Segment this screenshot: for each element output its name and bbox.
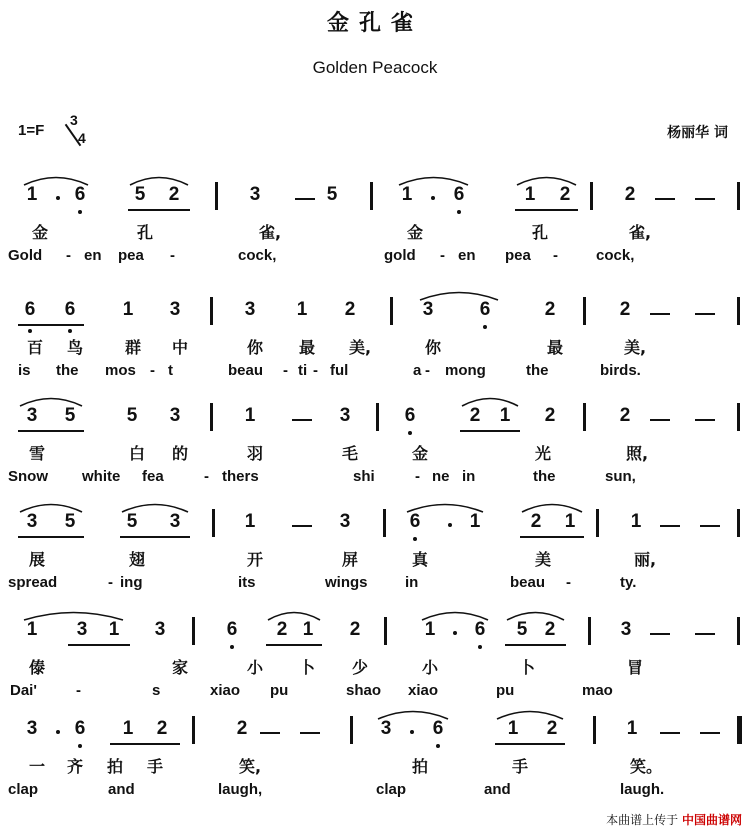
- lyric-en: en: [84, 247, 102, 264]
- lyric-cn: 金: [411, 444, 428, 463]
- lyric-en: ne: [432, 468, 450, 485]
- lyric-en: Snow: [8, 468, 48, 485]
- note-r4-1: 5: [64, 511, 76, 532]
- barline: [350, 716, 353, 744]
- time-sig-bottom: 4: [78, 130, 86, 146]
- lyric-en: -: [204, 468, 209, 485]
- lyric-cn: 少: [351, 658, 368, 677]
- note-r1-5: 3: [249, 184, 261, 205]
- note-r6-11: 1: [507, 718, 519, 739]
- lyric-cn: 光: [534, 444, 551, 463]
- barline: [590, 182, 593, 210]
- note-r4-4: 1: [244, 511, 256, 532]
- sustain-dash: [295, 198, 315, 200]
- note-r6-5: 2: [236, 718, 248, 739]
- lyric-en: -: [170, 247, 175, 264]
- note-r1-0: 1: [26, 184, 38, 205]
- note-r6-12: 2: [546, 718, 558, 739]
- barline: [737, 403, 740, 431]
- score-row-2: [0, 297, 750, 397]
- augmentation-dot: [56, 196, 60, 200]
- lyric-en: white: [82, 468, 121, 485]
- lyric-en: clap: [8, 781, 39, 798]
- lyric-en: -: [566, 574, 571, 591]
- lyric-en: shao: [346, 682, 382, 699]
- lyric-cn: 开: [246, 550, 263, 569]
- lyric-cn: 雀,: [628, 223, 652, 242]
- lyric-en: the: [56, 362, 79, 379]
- sustain-dash: [695, 633, 715, 635]
- beam-underline: [18, 536, 84, 538]
- augmentation-dot: [448, 523, 452, 527]
- lyric-en: -: [553, 247, 558, 264]
- lyric-en: in: [405, 574, 419, 591]
- lyric-cn: 翅: [128, 550, 145, 569]
- note-r5-1: 3: [76, 619, 88, 640]
- sustain-dash: [660, 525, 680, 527]
- lyric-cn: 群: [124, 338, 141, 357]
- note-r5-12: 2: [544, 619, 556, 640]
- slur-arc: [22, 609, 125, 621]
- note-r3-4: 1: [244, 405, 256, 426]
- note-r3-11: 2: [619, 405, 631, 426]
- lyric-cn: 笑,: [238, 757, 262, 776]
- lyric-en: cock,: [238, 247, 277, 264]
- lyric-cn: 真: [411, 550, 428, 569]
- lyric-cn: 手: [146, 757, 163, 776]
- lyric-en: spread: [8, 574, 58, 591]
- sustain-dash: [695, 313, 715, 315]
- slur-arc: [418, 289, 500, 301]
- octave-dot-below: [457, 210, 461, 214]
- lyric-en: pea: [118, 247, 144, 264]
- beam-underline: [110, 743, 180, 745]
- lyric-cn: 齐: [66, 757, 83, 776]
- note-r4-9: 1: [469, 511, 481, 532]
- lyric-en: birds.: [600, 362, 641, 379]
- score-row-5: [0, 617, 750, 717]
- lyric-en: -: [283, 362, 288, 379]
- barline: [370, 182, 373, 210]
- lyric-cn: 毛: [341, 444, 358, 463]
- barline: [215, 182, 218, 210]
- lyric-en: Dai': [10, 682, 37, 699]
- octave-dot-below: [436, 744, 440, 748]
- lyric-cn: 的: [171, 444, 188, 463]
- note-r3-0: 3: [26, 405, 38, 426]
- lyric-en: the: [526, 362, 549, 379]
- octave-dot-below: [68, 329, 72, 333]
- note-r3-8: 2: [469, 405, 481, 426]
- sustain-dash: [700, 732, 720, 734]
- note-r2-4: 3: [244, 299, 256, 320]
- note-r4-2: 5: [126, 511, 138, 532]
- beam-underline: [515, 209, 578, 211]
- note-r3-9: 1: [499, 405, 511, 426]
- barline: [210, 403, 213, 431]
- lyric-en: gold: [384, 247, 416, 264]
- lyric-cn: 美: [534, 550, 551, 569]
- lyric-cn: 百: [26, 338, 43, 357]
- lyric-cn: 笑。: [630, 757, 663, 776]
- lyric-en: ty.: [620, 574, 637, 591]
- lyric-en: is: [18, 362, 31, 379]
- barline: [583, 403, 586, 431]
- note-r6-4: 2: [156, 718, 168, 739]
- lyric-cn: 金: [31, 223, 48, 242]
- note-r1-12: 2: [559, 184, 571, 205]
- beam-underline: [18, 324, 84, 326]
- lyric-en: pea: [505, 247, 531, 264]
- octave-dot-below: [413, 537, 417, 541]
- barline: [593, 716, 596, 744]
- note-r5-8: 1: [424, 619, 436, 640]
- slur-arc: [515, 174, 578, 186]
- lyric-cn: 雀,: [258, 223, 282, 242]
- note-r4-7: 6: [409, 511, 421, 532]
- lyric-en: -: [108, 574, 113, 591]
- sustain-dash: [650, 419, 670, 421]
- note-r2-2: 1: [122, 299, 134, 320]
- lyric-en: the: [533, 468, 556, 485]
- note-r6-10: 6: [432, 718, 444, 739]
- score-row-1: [0, 182, 750, 282]
- lyric-en: in: [462, 468, 476, 485]
- note-r6-2: 6: [74, 718, 86, 739]
- note-r5-13: 3: [620, 619, 632, 640]
- barline: [737, 297, 740, 325]
- lyric-en: beau: [510, 574, 546, 591]
- barline: [737, 182, 740, 210]
- lyric-en: laugh,: [218, 781, 263, 798]
- lyric-cn: 羽: [246, 444, 263, 463]
- score-row-6: [0, 716, 750, 816]
- slur-arc: [18, 395, 84, 407]
- footer: [606, 811, 742, 828]
- note-r2-8: 6: [479, 299, 491, 320]
- lyric-cn: 手: [511, 757, 528, 776]
- sustain-dash: [655, 198, 675, 200]
- barline: [376, 403, 379, 431]
- score-row-3: [0, 403, 750, 503]
- slur-arc: [128, 174, 190, 186]
- note-r4-12: 1: [630, 511, 642, 532]
- lyricist: 杨丽华 词: [667, 125, 728, 141]
- note-r6-0: 3: [26, 718, 38, 739]
- note-r2-1: 6: [64, 299, 76, 320]
- beam-underline: [520, 536, 584, 538]
- lyric-en: Gold: [8, 247, 43, 264]
- octave-dot-below: [483, 325, 487, 329]
- lyric-en: sun,: [605, 468, 636, 485]
- beam-underline: [460, 430, 520, 432]
- lyric-en: -: [425, 362, 430, 379]
- lyric-cn: 雪: [28, 444, 45, 463]
- beam-underline: [120, 536, 190, 538]
- sustain-dash: [650, 313, 670, 315]
- lyric-en: -: [313, 362, 318, 379]
- lyric-cn: 展: [28, 550, 45, 569]
- barline: [210, 297, 213, 325]
- note-r2-5: 1: [296, 299, 308, 320]
- slur-arc: [22, 174, 90, 186]
- note-r5-3: 3: [154, 619, 166, 640]
- note-r2-7: 3: [422, 299, 434, 320]
- lyric-cn: 最: [298, 338, 315, 357]
- lyric-cn: 卜: [298, 658, 315, 677]
- lyric-en: wings: [325, 574, 368, 591]
- time-sig-top: 3: [70, 112, 78, 128]
- barline: [212, 509, 215, 537]
- sustain-dash: [700, 525, 720, 527]
- slur-arc: [520, 501, 584, 513]
- note-r3-6: 3: [339, 405, 351, 426]
- sustain-dash: [660, 732, 680, 734]
- note-r1-13: 2: [624, 184, 636, 205]
- barline: [384, 617, 387, 645]
- note-r1-8: 1: [401, 184, 413, 205]
- lyric-en: pu: [496, 682, 515, 699]
- lyric-en: mos: [105, 362, 136, 379]
- lyric-cn: 家: [171, 658, 188, 677]
- beam-underline: [18, 430, 84, 432]
- note-r5-7: 2: [349, 619, 361, 640]
- lyric-en: -: [415, 468, 420, 485]
- sustain-dash: [650, 633, 670, 635]
- lyric-cn: 一: [28, 757, 45, 776]
- sustain-dash: [292, 525, 312, 527]
- note-r5-0: 1: [26, 619, 38, 640]
- note-r2-6: 2: [344, 299, 356, 320]
- lyric-en: and: [484, 781, 511, 798]
- note-r1-11: 1: [524, 184, 536, 205]
- lyric-en: mong: [445, 362, 486, 379]
- barline: [737, 617, 740, 645]
- beam-underline: [68, 644, 130, 646]
- note-r6-13: 1: [626, 718, 638, 739]
- barline: [737, 509, 740, 537]
- barline: [383, 509, 386, 537]
- lyric-cn: 拍: [411, 757, 428, 776]
- lyric-cn: 美,: [348, 338, 372, 357]
- lyric-cn: 孔: [531, 223, 548, 242]
- octave-dot-below: [408, 431, 412, 435]
- lyric-cn: 冒: [626, 658, 643, 677]
- octave-dot-below: [478, 645, 482, 649]
- augmentation-dot: [453, 631, 457, 635]
- note-r1-3: 5: [134, 184, 146, 205]
- lyric-cn: 中: [171, 338, 188, 357]
- note-r1-2: 6: [74, 184, 86, 205]
- beam-underline: [505, 644, 566, 646]
- slur-arc: [18, 501, 84, 513]
- note-r4-3: 3: [169, 511, 181, 532]
- sustain-dash: [300, 732, 320, 734]
- note-r5-10: 6: [474, 619, 486, 640]
- note-r2-0: 6: [24, 299, 36, 320]
- slur-arc: [266, 609, 322, 621]
- beam-underline: [495, 743, 565, 745]
- note-r4-11: 1: [564, 511, 576, 532]
- lyric-en: and: [108, 781, 135, 798]
- lyric-en: ful: [330, 362, 349, 379]
- note-r2-9: 2: [544, 299, 556, 320]
- lyric-cn: 金: [406, 223, 423, 242]
- barline: [192, 617, 195, 645]
- lyric-cn: 孔: [136, 223, 153, 242]
- note-r2-3: 3: [169, 299, 181, 320]
- lyric-en: s: [152, 682, 161, 699]
- note-r5-4: 6: [226, 619, 238, 640]
- lyric-cn: 屏: [341, 550, 358, 569]
- lyric-cn: 拍: [106, 757, 123, 776]
- lyric-cn: 最: [546, 338, 563, 357]
- note-r1-4: 2: [168, 184, 180, 205]
- barline: [390, 297, 393, 325]
- octave-dot-below: [230, 645, 234, 649]
- lyric-en: beau: [228, 362, 264, 379]
- lyric-en: -: [66, 247, 71, 264]
- slur-arc: [376, 708, 450, 720]
- lyric-en: cock,: [596, 247, 635, 264]
- lyric-en: shi: [353, 468, 375, 485]
- barline: [596, 509, 599, 537]
- lyric-en: t: [168, 362, 173, 379]
- note-r5-11: 5: [516, 619, 528, 640]
- song-subtitle: Golden Peacock: [312, 58, 438, 77]
- lyric-cn: 小: [421, 658, 438, 677]
- lyric-cn: 你: [424, 338, 441, 357]
- slur-arc: [397, 174, 470, 186]
- lyric-cn: 傣: [28, 658, 45, 677]
- lyric-en: -: [76, 682, 81, 699]
- lyric-en: ti: [298, 362, 308, 379]
- slur-arc: [495, 708, 565, 720]
- lyric-cn: 卜: [518, 658, 535, 677]
- lyric-cn: 白: [128, 444, 145, 463]
- note-r3-1: 5: [64, 405, 76, 426]
- key-signature: 1=F: [18, 122, 45, 139]
- octave-dot-below: [78, 210, 82, 214]
- note-r1-10: 6: [453, 184, 465, 205]
- lyric-cn: 你: [246, 338, 263, 357]
- lyric-en: laugh.: [620, 781, 665, 798]
- lyric-en: -: [150, 362, 155, 379]
- note-r2-10: 2: [619, 299, 631, 320]
- lyric-en: its: [238, 574, 256, 591]
- note-r3-3: 3: [169, 405, 181, 426]
- barline: [588, 617, 591, 645]
- note-r6-3: 1: [122, 718, 134, 739]
- sustain-dash: [695, 419, 715, 421]
- augmentation-dot: [56, 730, 60, 734]
- lyric-en: a: [413, 362, 422, 379]
- sustain-dash: [292, 419, 312, 421]
- lyric-en: ing: [120, 574, 143, 591]
- lyric-en: xiao: [408, 682, 439, 699]
- lyric-en: en: [458, 247, 476, 264]
- note-r5-2: 1: [108, 619, 120, 640]
- note-r6-8: 3: [380, 718, 392, 739]
- final-barline: [737, 716, 742, 744]
- slur-arc: [460, 395, 520, 407]
- lyric-cn: 鸟: [66, 338, 83, 357]
- slur-arc: [405, 501, 485, 513]
- sustain-dash: [695, 198, 715, 200]
- footer-text: 本曲谱上传于: [606, 813, 679, 827]
- note-r5-5: 2: [276, 619, 288, 640]
- lyric-en: -: [440, 247, 445, 264]
- octave-dot-below: [78, 744, 82, 748]
- augmentation-dot: [410, 730, 414, 734]
- note-r5-6: 1: [302, 619, 314, 640]
- barline: [583, 297, 586, 325]
- lyric-cn: 小: [246, 658, 263, 677]
- lyric-en: pu: [270, 682, 289, 699]
- note-r4-6: 3: [339, 511, 351, 532]
- sustain-dash: [260, 732, 280, 734]
- barline: [192, 716, 195, 744]
- note-r3-2: 5: [126, 405, 138, 426]
- lyric-en: thers: [222, 468, 259, 485]
- score-row-4: [0, 509, 750, 609]
- lyric-en: mao: [582, 682, 613, 699]
- beam-underline: [266, 644, 322, 646]
- site-logo: 中国曲谱网: [681, 813, 742, 827]
- note-r3-7: 6: [404, 405, 416, 426]
- song-title: 金孔雀: [326, 11, 423, 36]
- octave-dot-below: [28, 329, 32, 333]
- lyric-en: clap: [376, 781, 407, 798]
- note-r4-0: 3: [26, 511, 38, 532]
- lyric-cn: 美,: [623, 338, 647, 357]
- lyric-cn: 照,: [625, 444, 649, 463]
- note-r1-7: 5: [326, 184, 338, 205]
- lyric-en: xiao: [210, 682, 241, 699]
- time-signature: [64, 112, 94, 152]
- lyric-cn: 丽,: [633, 550, 657, 569]
- slur-arc: [420, 609, 490, 621]
- beam-underline: [128, 209, 190, 211]
- lyric-en: fea: [142, 468, 164, 485]
- slur-arc: [505, 609, 566, 621]
- augmentation-dot: [431, 196, 435, 200]
- note-r4-10: 2: [530, 511, 542, 532]
- note-r3-10: 2: [544, 405, 556, 426]
- slur-arc: [120, 501, 190, 513]
